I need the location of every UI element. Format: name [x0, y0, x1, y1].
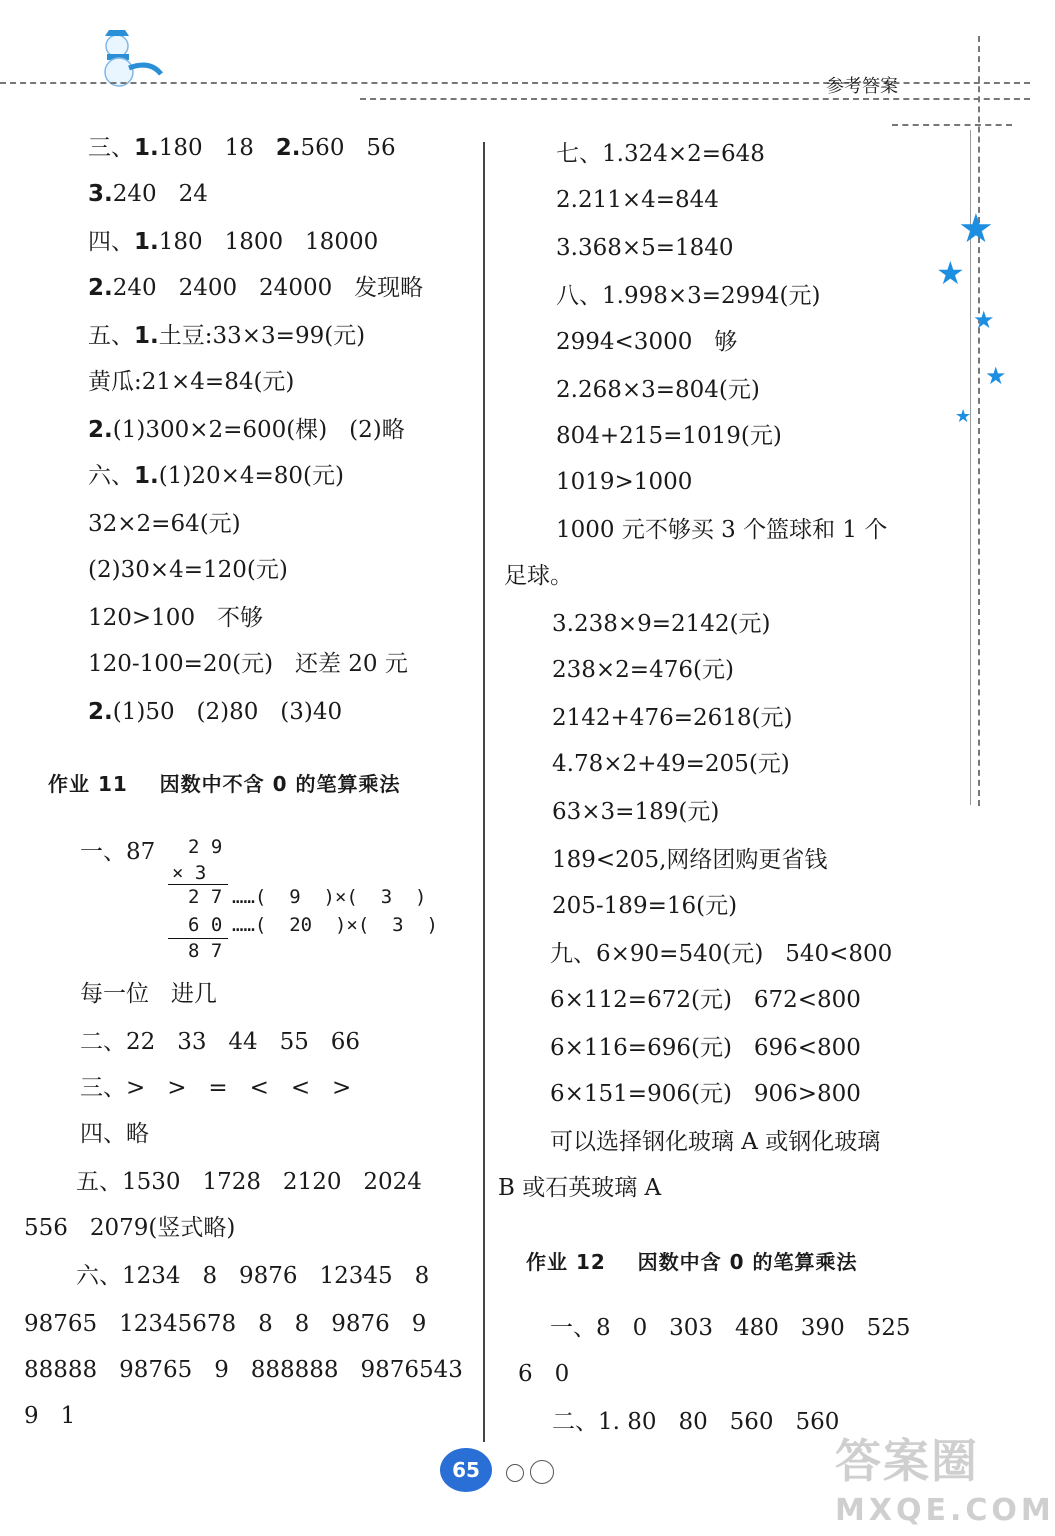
- answer-text: 180 18: [158, 135, 276, 161]
- answer-line: 二、1. 80 80 560 560: [552, 1409, 840, 1435]
- item-number: 1.: [134, 323, 159, 349]
- answer-text: 五、: [88, 323, 134, 349]
- circle-decoration: [530, 1460, 554, 1484]
- answer-line: 9 1: [24, 1403, 76, 1429]
- answer-text: (1)50 (2)80 (3)40: [112, 699, 343, 725]
- star-icon: ★: [985, 362, 1007, 390]
- answer-text: 120-100=20(元) 还差 20 元: [88, 651, 408, 677]
- answer-line: 63×3=189(元): [552, 799, 720, 825]
- column-divider: [483, 142, 485, 1442]
- item-number: 1.: [134, 135, 159, 161]
- answer-line: 88888 98765 9 888888 9876543: [24, 1357, 463, 1383]
- answer-line: 2.211×4=844: [556, 187, 719, 213]
- answer-line: 2142+476=2618(元): [552, 705, 793, 731]
- answer-line: 205-189=16(元): [552, 893, 738, 919]
- answer-line: 2.268×3=804(元): [556, 377, 760, 403]
- answer-line: 2994<3000 够: [556, 329, 738, 355]
- answer-line: [88, 604, 263, 632]
- calc-rule: [168, 884, 228, 885]
- answer-text: 180 1800 18000: [158, 229, 379, 255]
- answer-line: 八、1.998×3=2994(元): [556, 283, 821, 309]
- answer-line: 6×151=906(元) 906>800: [550, 1081, 861, 1107]
- answer-text: (1)20×4=80(元): [158, 463, 344, 489]
- answer-line: [88, 462, 344, 490]
- answer-line: [88, 698, 342, 726]
- item-number: 1.: [134, 463, 159, 489]
- answer-line: 五、1530 1728 2120 2024: [76, 1169, 422, 1195]
- circle-decoration: [506, 1464, 524, 1482]
- calc-row2: 6 0: [188, 914, 223, 936]
- answer-line: 556 2079(竖式略): [24, 1215, 236, 1241]
- margin-dashed-line: [892, 124, 1012, 126]
- star-icon: ★: [936, 254, 965, 292]
- answer-line: 一、8 0 303 480 390 525: [550, 1315, 911, 1341]
- star-icon: ★: [958, 206, 994, 252]
- answer-line: [88, 368, 294, 396]
- page-number: 65: [440, 1448, 492, 1492]
- answer-text: 黄瓜:21×4=84(元): [88, 369, 295, 395]
- answer-line: 四、略: [80, 1121, 149, 1147]
- answer-line: 1019>1000: [556, 469, 693, 495]
- answer-line: 4.78×2+49=205(元): [552, 751, 790, 777]
- star-icon: ★: [955, 406, 972, 427]
- header-dashed-line-2: [360, 98, 1030, 100]
- answer-line: 1000 元不够买 3 个篮球和 1 个: [556, 517, 888, 543]
- answer-line: 三、> > = < < >: [80, 1075, 352, 1101]
- answer-line: 可以选择钢化玻璃 A 或钢化玻璃: [550, 1129, 881, 1155]
- answer-line: [88, 510, 241, 538]
- answer-text: 240 24: [112, 181, 208, 207]
- answer-text: 560 56: [300, 135, 396, 161]
- answer-line: 九、6×90=540(元) 540<800: [550, 941, 893, 967]
- answer-line: [88, 416, 405, 444]
- answer-line: [88, 650, 408, 678]
- star-icon: ★: [973, 306, 995, 334]
- calc-mult: × 3: [172, 862, 207, 884]
- answer-line: 98765 12345678 8 8 9876 9: [24, 1311, 427, 1337]
- margin-vertical-dash: [978, 36, 980, 806]
- snowman-illustration: [95, 28, 165, 88]
- calc-row2-note: ……( 20 )×( 3 ): [232, 914, 438, 936]
- answer-text: 32×2=64(元): [88, 511, 241, 537]
- answer-line: 238×2=476(元): [552, 657, 734, 683]
- answer-line: 六、1234 8 9876 12345 8: [76, 1263, 430, 1289]
- item-number: 2.: [88, 275, 113, 301]
- answer-line: 804+215=1019(元): [556, 423, 782, 449]
- answer-text: 240 2400 24000 发现略: [112, 275, 424, 301]
- watermark-logo: 答案圈 MXQE.COM: [835, 1434, 1055, 1528]
- answer-line: 6×112=672(元) 672<800: [550, 987, 861, 1013]
- answer-text: 120>100 不够: [88, 605, 264, 631]
- calc-prefix: 一、87: [80, 839, 156, 865]
- calc-result: 8 7: [188, 940, 223, 962]
- answer-text: 三、: [88, 135, 134, 161]
- answer-line: 3.368×5=1840: [556, 235, 734, 261]
- answer-text: 四、: [88, 229, 134, 255]
- answer-line: 二、22 33 44 55 66: [80, 1029, 361, 1055]
- answer-line: 每一位 进几: [80, 981, 217, 1007]
- answer-line: [88, 180, 208, 208]
- answer-text: 土豆:33×3=99(元): [158, 323, 366, 349]
- calc-row1-note: ……( 9 )×( 3 ): [232, 886, 427, 908]
- section-11-title: 作业 11 因数中不含 0 的笔算乘法: [48, 772, 401, 796]
- header-label: 参考答案: [826, 76, 898, 97]
- item-number: 2.: [275, 135, 301, 161]
- item-number: 2.: [88, 699, 113, 725]
- answer-line: [88, 556, 288, 584]
- answer-text: (2)30×4=120(元): [88, 557, 288, 583]
- answer-line: 七、1.324×2=648: [556, 141, 765, 167]
- answer-line: 6×116=696(元) 696<800: [550, 1035, 861, 1061]
- item-number: 1.: [134, 229, 159, 255]
- answer-line: [88, 228, 378, 256]
- item-number: 3.: [88, 181, 113, 207]
- answer-line: 3.238×9=2142(元): [552, 611, 771, 637]
- answer-line: [88, 274, 423, 302]
- calc-top: 2 9: [188, 836, 223, 858]
- answer-text: 六、: [88, 463, 134, 489]
- answer-line: 足球。: [504, 563, 573, 589]
- answer-line: B 或石英玻璃 A: [498, 1175, 662, 1201]
- item-number: 2.: [88, 417, 113, 443]
- section-12-title: 作业 12 因数中含 0 的笔算乘法: [526, 1250, 858, 1274]
- answer-line: [88, 134, 396, 162]
- calc-rule: [168, 938, 228, 939]
- answer-line: [88, 322, 365, 350]
- answer-text: (1)300×2=600(棵) (2)略: [112, 417, 405, 443]
- calc-row1: 2 7: [188, 886, 223, 908]
- answer-line: 189<205,网络团购更省钱: [552, 847, 828, 873]
- answer-line: 6 0: [518, 1361, 570, 1387]
